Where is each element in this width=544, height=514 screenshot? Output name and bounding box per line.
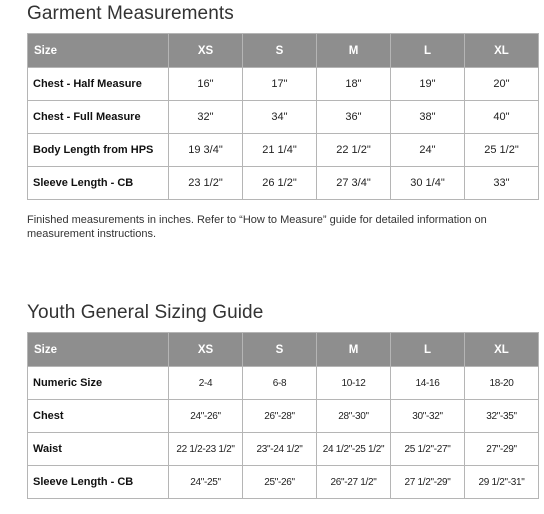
table-cell: 25 1/2"-27" (391, 433, 465, 466)
table-row (28, 101, 539, 134)
table-cell: 18-20 (465, 367, 539, 400)
table-row (28, 68, 539, 101)
row-label: Sleeve Length - CB (28, 466, 169, 499)
garment-measurements-table (27, 33, 539, 200)
table-header-row (28, 34, 539, 68)
row-label: Numeric Size (28, 367, 169, 400)
table-cell: 6-8 (243, 367, 317, 400)
column-header: Size (28, 34, 169, 68)
table-cell: 10-12 (317, 367, 391, 400)
table-cell: 19" (391, 68, 465, 101)
column-header: S (243, 333, 317, 367)
table-cell: 32"-35" (465, 400, 539, 433)
youth-sizing-table (27, 332, 539, 499)
column-header: Size (28, 333, 169, 367)
table-cell: 24" (391, 134, 465, 167)
table-cell: 27 1/2"-29" (391, 466, 465, 499)
measurement-note: Finished measurements in inches. Refer to “How to Measure” guide for detailed information on measurement instructions. (27, 214, 487, 240)
table-cell: 36" (317, 101, 391, 134)
table-cell: 16" (169, 68, 243, 101)
table-row (28, 367, 539, 400)
table-cell: 2-4 (169, 367, 243, 400)
table-cell: 26"-27 1/2" (317, 466, 391, 499)
table-cell: 19 3/4" (169, 134, 243, 167)
table-cell: 24"-26" (169, 400, 243, 433)
table-cell: 32" (169, 101, 243, 134)
table-cell: 22 1/2-23 1/2" (169, 433, 243, 466)
table-cell: 17" (243, 68, 317, 101)
table-cell: 29 1/2"-31" (465, 466, 539, 499)
table-cell: 40" (465, 101, 539, 134)
table-cell: 25"-26" (243, 466, 317, 499)
column-header: M (317, 34, 391, 68)
table-cell: 28"-30" (317, 400, 391, 433)
table-row (28, 134, 539, 167)
table-cell: 25 1/2" (465, 134, 539, 167)
table-cell: 34" (243, 101, 317, 134)
column-header: S (243, 34, 317, 68)
table-cell: 26 1/2" (243, 167, 317, 200)
column-header: XL (465, 333, 539, 367)
table-cell: 14-16 (391, 367, 465, 400)
table-cell: 30 1/4" (391, 167, 465, 200)
table-cell: 24"-25" (169, 466, 243, 499)
row-label: Chest (28, 400, 169, 433)
table-row (28, 167, 539, 200)
table-cell: 26"-28" (243, 400, 317, 433)
table-row (28, 433, 539, 466)
table-cell: 20" (465, 68, 539, 101)
table-cell: 30"-32" (391, 400, 465, 433)
table-cell: 33" (465, 167, 539, 200)
row-label: Body Length from HPS (28, 134, 169, 167)
column-header: M (317, 333, 391, 367)
table-cell: 24 1/2"-25 1/2" (317, 433, 391, 466)
table-row (28, 466, 539, 499)
row-label: Sleeve Length - CB (28, 167, 169, 200)
youth-sizing-guide-title: Youth General Sizing Guide (27, 302, 264, 323)
table-cell: 21 1/4" (243, 134, 317, 167)
row-label: Waist (28, 433, 169, 466)
table-cell: 18" (317, 68, 391, 101)
column-header: XS (169, 34, 243, 68)
table-cell: 23"-24 1/2" (243, 433, 317, 466)
garment-measurements-title: Garment Measurements (27, 3, 234, 24)
row-label: Chest - Half Measure (28, 68, 169, 101)
table-row (28, 400, 539, 433)
table-cell: 23 1/2" (169, 167, 243, 200)
table-cell: 38" (391, 101, 465, 134)
column-header: XS (169, 333, 243, 367)
column-header: XL (465, 34, 539, 68)
column-header: L (391, 34, 465, 68)
table-cell: 27"-29" (465, 433, 539, 466)
column-header: L (391, 333, 465, 367)
row-label: Chest - Full Measure (28, 101, 169, 134)
table-cell: 22 1/2" (317, 134, 391, 167)
table-header-row (28, 333, 539, 367)
table-cell: 27 3/4" (317, 167, 391, 200)
